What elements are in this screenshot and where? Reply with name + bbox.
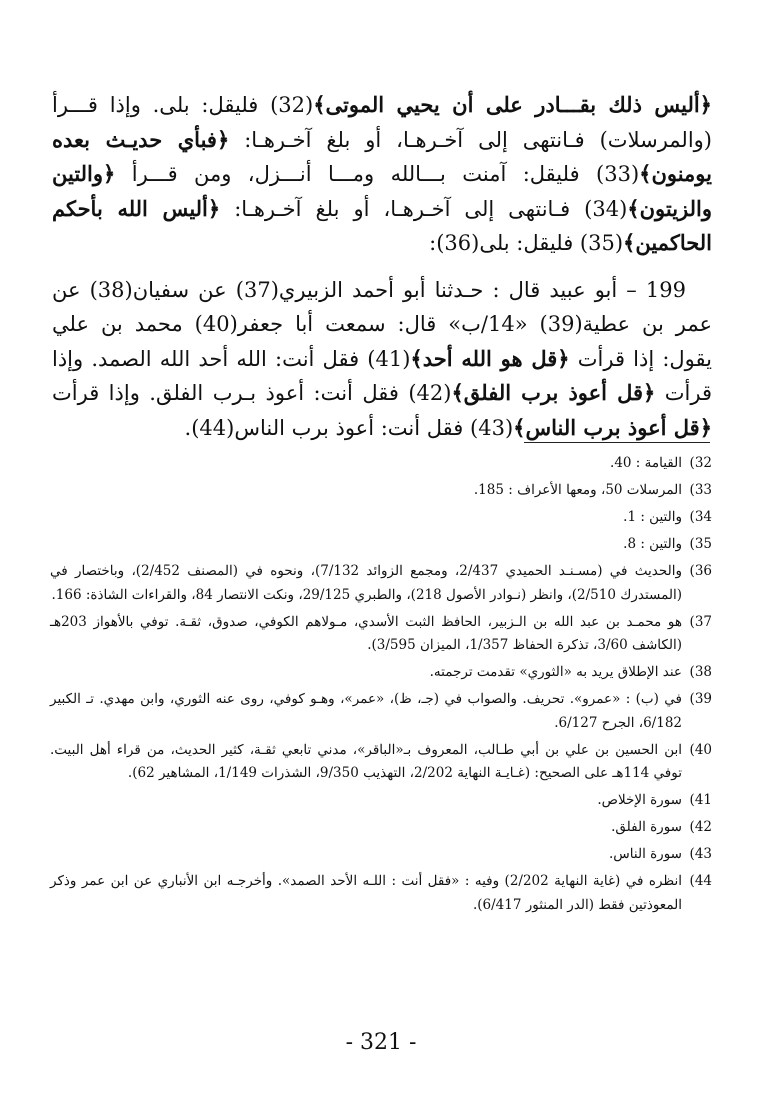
footnote: [50, 816, 712, 840]
footnote: [50, 560, 712, 607]
quran-quote: ﴿أليس الله بأحكم الحاكمين﴾: [52, 195, 712, 255]
footnote: [50, 611, 712, 658]
quran-quote: ﴿قل هو الله أحد﴾: [410, 345, 570, 371]
footnote: [50, 533, 712, 557]
text-run: (33) فليقل: آمنت بـــالله ومـــا أنـــزل، ومن قـــرأ: [115, 162, 640, 186]
footnote: [50, 479, 712, 503]
paragraph-2: [52, 273, 712, 446]
footnote-number: 44): [689, 873, 712, 889]
text-run: (41) فقل أنت: الله أحد الله الصمد. وإذا قرأت: [52, 346, 713, 405]
text-run: (42) فقل أنت: أعوذ بـرب الفلق. وإذا قرأت: [52, 381, 452, 405]
footnote-number: 41): [689, 792, 712, 808]
paragraph-1: [52, 88, 712, 261]
footnote-text: هو محمـد بن عبد الله بن الـزبير، الحافظ الثبت الأسدي، مـولاهم الكوفي، صدوق، ثقـة. توفي بالأهواز 203هـ (الكاشف 3/60، تذكرة الحفاظ 1/357، الميزان 3/595).: [50, 613, 682, 653]
footnote-text: في (ب) : «عمرو». تحريف. والصواب في (جـ، ظ)، «عمر»، وهـو كوفي، روى عنه الثوري، وابن مهدي. تـ الكبير 6/182، الجرح 6/127.: [50, 691, 682, 731]
footnote-text: سورة الفلق.: [611, 819, 682, 835]
quran-quote: ﴿فبأي حديـث بعده يومنون﴾: [52, 126, 712, 186]
footnote: [50, 789, 712, 813]
page-number: - 321 -: [345, 1030, 417, 1055]
footnote-number: 40): [689, 741, 712, 758]
footnote-text: والحديث في (مسـنـد الحميدي 2/437، ومجمع الزوائد 7/132)، ونحوه في (المصنف 2/452)، وباختصار في (المستدرك 2/510)، وانظر (نـوادر الأصول 218)، والطبري 29/125، ونكت الانتصار 84، والقراءات الشاذة: 166.: [50, 563, 682, 603]
footnote: [50, 870, 712, 917]
quran-quote: ﴿قل أعوذ برب الفلق﴾: [451, 380, 656, 405]
footnote-text: القيامة : 40.: [610, 455, 682, 471]
footnote-divider: [524, 442, 710, 443]
footnote-text: عند الإطلاق يريد به «الثوري» تقدمت ترجمته.: [429, 664, 682, 680]
text-run: (43) فقل أنت: أعوذ برب الناس(44).: [184, 415, 514, 440]
footnote-number: 42): [689, 819, 712, 835]
footnote-number: 38): [689, 664, 712, 680]
footnote: [50, 843, 712, 867]
text-run: (34) فـانتهى إلى آخـرهـا، أو بلغ آخـرهـا:: [220, 196, 628, 221]
footnote-text: سورة الناس.: [609, 846, 682, 862]
quran-quote: ﴿قل أعوذ برب الناس﴾: [513, 414, 712, 440]
footnote-number: 32): [689, 455, 712, 471]
footnote: [50, 661, 712, 685]
footnote-text: ابن الحسين بن علي بن أبي طـالب، المعروف بـ«الباقر»، مدني تابعي ثقـة، كثير الحديث، من قراء أهل البيت. توفي 114هـ على الصحيح: (غـايـة النهاية 2/202، التهذيب 9/350، الشذرات 1/149، المشاهير 62).: [50, 741, 682, 781]
main-text: [52, 88, 712, 445]
footnote: [50, 452, 712, 476]
footnote-number: 33): [689, 482, 712, 498]
footnote: [50, 688, 712, 735]
footnotes-list: [50, 452, 712, 921]
text-run: (35) فليقل: بلى(36):: [429, 231, 624, 255]
footnote-number: 36): [689, 563, 712, 579]
text-run: 199 – أبو عبيد قال : حـدثنا أبو أحمد الزبيري(37) عن سفيان(38) عن عمر بن عطية(39) «14/ب» قال: سمعت أبا جعفر(40) محمد بن علي يقول: إذا قرأت: [52, 277, 713, 371]
footnote-text: انظره في (غاية النهاية 2/202) وفيه : «فقل أنت : اللـه الأحد الصمد». وأخرجـه ابن الأنباري عن ابن عمر وذكر المعوذتين فقط (الدر المنثور 6/417).: [50, 873, 682, 913]
text-run: (32) فليقل: بلى. وإذا قـــرأ (والمرسلات) فـانتهى إلى آخـرهـا، أو بلغ آخـرهـا:: [52, 93, 712, 152]
footnote-number: 35): [689, 536, 712, 552]
footnote: [50, 739, 712, 786]
footnote-text: والتين : 1.: [623, 509, 682, 525]
footnote-number: 39): [689, 691, 712, 707]
quran-quote: ﴿أليس ذلك بقـــادر على أن يحيي الموتى﴾: [313, 92, 712, 117]
footnote-number: 37): [689, 613, 712, 630]
footnote-number: 34): [689, 509, 712, 525]
footnote-text: المرسلات 50، ومعها الأعراف : 185.: [473, 482, 682, 498]
footnote-text: سورة الإخلاص.: [597, 792, 682, 808]
footnote-text: والتين : 8.: [623, 536, 682, 552]
footnote-number: 43): [689, 846, 712, 862]
footnote: [50, 506, 712, 530]
quran-quote: ﴿والتين والزيتون﴾: [52, 161, 713, 221]
